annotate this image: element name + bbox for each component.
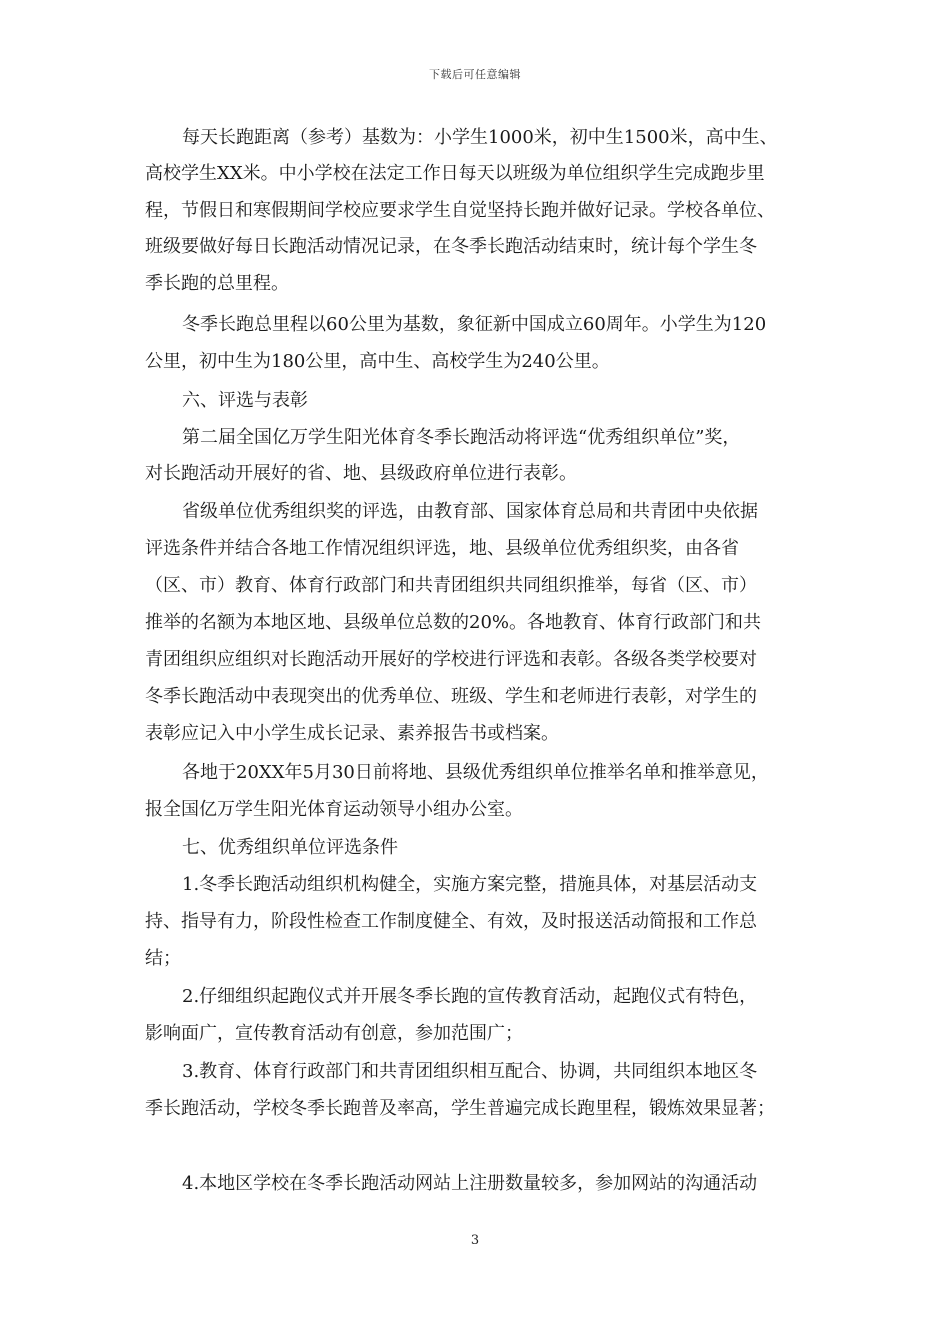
text-line: 对长跑活动开展好的省、地、县级政府单位进行表彰。 [145, 463, 577, 484]
text-line: 影响面广，宣传教育活动有创意，参加范围广； [145, 1023, 523, 1044]
section-heading: 七、优秀组织单位评选条件 [182, 837, 398, 858]
text-line: 2.仔细组织起跑仪式并开展冬季长跑的宣传教育活动，起跑仪式有特色， [182, 986, 758, 1007]
text-line: 4.本地区学校在冬季长跑活动网站上注册数量较多，参加网站的沟通活动 [182, 1173, 758, 1194]
text-line: 报全国亿万学生阳光体育运动领导小组办公室。 [145, 799, 523, 820]
text-line: 程，节假日和寒假期间学校应要求学生自觉坚持长跑并做好记录。学校各单位、 [145, 200, 775, 221]
text-line: 第二届全国亿万学生阳光体育冬季长跑活动将评选“优秀组织单位”奖， [182, 427, 741, 448]
text-line: 每天长跑距离（参考）基数为：小学生1000米，初中生1500米，高中生、 [182, 127, 778, 148]
text-line: 评选条件并结合各地工作情况组织评选，地、县级单位优秀组织奖，由各省 [145, 538, 739, 559]
text-line: 冬季长跑活动中表现突出的优秀单位、班级、学生和老师进行表彰，对学生的 [145, 686, 757, 707]
page-header: 下载后可任意编辑 [429, 68, 521, 81]
text-line: 表彰应记入中小学生成长记录、素养报告书或档案。 [145, 723, 559, 744]
text-line: 公里，初中生为180公里，高中生、高校学生为240公里。 [145, 351, 610, 372]
text-line: 推举的名额为本地区地、县级单位总数的20%。各地教育、体育行政部门和共 [145, 612, 762, 633]
text-line: 班级要做好每日长跑活动情况记录，在冬季长跑活动结束时，统计每个学生冬 [145, 236, 757, 257]
page-number: 3 [470, 1233, 480, 1248]
text-line: 青团组织应组织对长跑活动开展好的学校进行评选和表彰。各级各类学校要对 [145, 649, 757, 670]
text-line: 各地于20XX年5月30日前将地、县级优秀组织单位推举名单和推举意见， [182, 762, 769, 783]
text-line: 结； [145, 948, 181, 969]
text-line: 季长跑活动，学校冬季长跑普及率高，学生普遍完成长跑里程，锻炼效果显著； [145, 1098, 775, 1119]
text-line: 季长跑的总里程。 [145, 273, 289, 294]
text-line: 持、指导有力，阶段性检查工作制度健全、有效，及时报送活动简报和工作总 [145, 911, 757, 932]
text-line: 1.冬季长跑活动组织机构健全，实施方案完整，措施具体，对基层活动支 [182, 874, 758, 895]
text-line: （区、市）教育、体育行政部门和共青团组织共同组织推举，每省（区、市） [145, 575, 757, 596]
text-line: 3.教育、体育行政部门和共青团组织相互配合、协调，共同组织本地区冬 [182, 1061, 758, 1082]
text-line: 高校学生XX米。中小学校在法定工作日每天以班级为单位组织学生完成跑步里 [145, 163, 765, 184]
text-line: 冬季长跑总里程以60公里为基数，象征新中国成立60周年。小学生为120 [182, 314, 767, 335]
text-line: 省级单位优秀组织奖的评选，由教育部、国家体育总局和共青团中央依据 [182, 501, 758, 522]
section-heading: 六、评选与表彰 [182, 390, 308, 411]
